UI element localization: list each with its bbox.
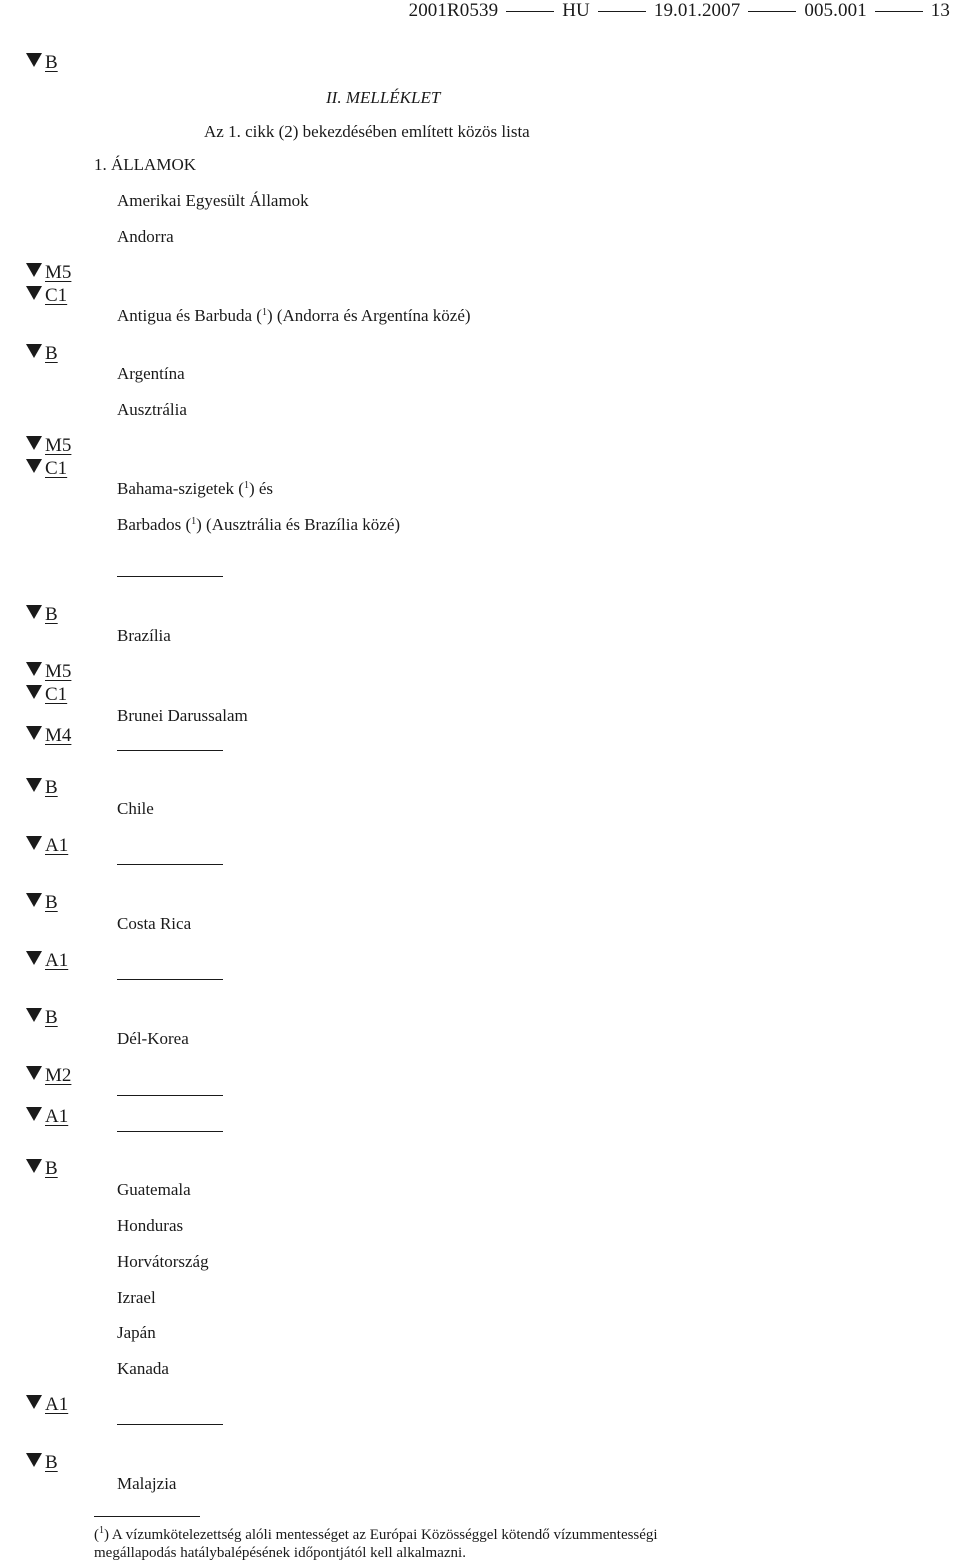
footnote-ref[interactable]: 1	[261, 307, 267, 318]
amendment-marker[interactable]: M5	[26, 262, 71, 284]
section-heading: 1. ÁLLAMOK	[94, 155, 196, 174]
triangle-down-icon	[26, 1395, 42, 1409]
triangle-down-icon	[26, 286, 42, 300]
page-header	[409, 0, 950, 22]
country-entry: Andorra	[117, 227, 174, 246]
triangle-down-icon	[26, 893, 42, 907]
triangle-down-icon	[26, 1159, 42, 1173]
triangle-down-icon	[26, 1453, 42, 1467]
header-dash	[748, 11, 796, 12]
amendment-marker[interactable]: M5	[26, 435, 71, 457]
amendment-marker[interactable]: M2	[26, 1065, 71, 1087]
amendment-marker[interactable]: C1	[26, 458, 67, 480]
country-entry: Antigua és Barbuda ($^1$) (Andorra és Argentína közé)	[117, 306, 471, 325]
amendment-marker[interactable]: A1	[26, 1394, 68, 1416]
amendment-marker[interactable]: A1	[26, 1106, 68, 1128]
country-entry: Barbados ($^1$) (Ausztrália és Brazília közé)	[117, 515, 401, 534]
amendment-marker[interactable]: C1	[26, 285, 67, 307]
header-dash	[875, 11, 923, 12]
country-entry: Ausztrália	[117, 400, 187, 419]
triangle-down-icon	[26, 685, 42, 699]
amendment-marker[interactable]: B	[26, 343, 58, 365]
amendment-marker[interactable]: B	[26, 1007, 58, 1029]
country-entry: Malajzia	[117, 1474, 177, 1493]
amendment-marker[interactable]: B	[26, 1158, 58, 1180]
amendment-marker[interactable]: M5	[26, 661, 71, 683]
deletion-rule	[117, 750, 223, 751]
deletion-rule	[117, 864, 223, 865]
annex-subtitle: Az 1. cikk (2) bekezdésében említett közös lista	[204, 122, 530, 141]
triangle-down-icon	[26, 344, 42, 358]
country-entry: Brazília	[117, 626, 171, 645]
footnote-ref[interactable]: 1	[191, 516, 197, 527]
deletion-rule	[117, 1131, 223, 1132]
footnote: ($^1$) A vízumkötelezettség alóli mentességet az Európai Közösséggel kötendő vízummentességi megállapodás hatálybalépésének időpontjától kell alkalmazni.	[94, 1525, 658, 1561]
triangle-down-icon	[26, 605, 42, 619]
country-entry: Amerikai Egyesült Államok	[117, 191, 309, 210]
triangle-down-icon	[26, 662, 42, 676]
country-entry: Guatemala	[117, 1180, 191, 1199]
amendment-marker[interactable]: B	[26, 52, 58, 74]
triangle-down-icon	[26, 951, 42, 965]
amendment-marker[interactable]: M4	[26, 725, 71, 747]
header-dash	[506, 11, 554, 12]
doc-date: 19.01.2007	[653, 0, 741, 21]
deletion-rule	[117, 979, 223, 980]
footnote-ref[interactable]: 1	[243, 480, 249, 491]
amendment-marker[interactable]: B	[26, 777, 58, 799]
country-entry: Bahama-szigetek ($^1$) és	[117, 479, 274, 498]
annex-title: II. MELLÉKLET	[326, 88, 441, 107]
amendment-marker[interactable]: B	[26, 892, 58, 914]
deletion-rule	[117, 1095, 223, 1096]
triangle-down-icon	[26, 1066, 42, 1080]
country-entry: Argentína	[117, 364, 185, 383]
country-entry: Japán	[117, 1323, 156, 1342]
header-dash	[598, 11, 646, 12]
country-entry: Honduras	[117, 1216, 184, 1235]
amendment-marker[interactable]: B	[26, 604, 58, 626]
amendment-marker[interactable]: B	[26, 1452, 58, 1474]
country-entry: Kanada	[117, 1359, 169, 1378]
amendment-marker[interactable]: C1	[26, 684, 67, 706]
footnote-number: 1	[99, 1525, 104, 1536]
country-entry: Brunei Darussalam	[117, 706, 248, 725]
country-entry: Dél-Korea	[117, 1029, 189, 1048]
amendment-marker[interactable]: A1	[26, 835, 68, 857]
doc-lang: HU	[562, 0, 590, 21]
country-entry: Horvátország	[117, 1252, 209, 1271]
triangle-down-icon	[26, 836, 42, 850]
triangle-down-icon	[26, 53, 42, 67]
country-entry: Chile	[117, 799, 154, 818]
doc-id: 2001R0539	[408, 0, 499, 21]
deletion-rule	[117, 576, 223, 577]
triangle-down-icon	[26, 263, 42, 277]
triangle-down-icon	[26, 726, 42, 740]
deletion-rule	[117, 1424, 223, 1425]
footnote-text: A vízumkötelezettség alóli mentességet az Európai Közösséggel kötendő vízummentességi megállapodás hatálybalépésének időpontjától kell alkalmazni.	[94, 1527, 658, 1561]
triangle-down-icon	[26, 1008, 42, 1022]
triangle-down-icon	[26, 1107, 42, 1121]
doc-version: 005.001	[804, 0, 867, 21]
page-number: 13	[930, 0, 950, 21]
footnote-rule	[94, 1516, 200, 1517]
amendment-marker[interactable]: A1	[26, 950, 68, 972]
triangle-down-icon	[26, 436, 42, 450]
triangle-down-icon	[26, 459, 42, 473]
country-entry: Costa Rica	[117, 914, 192, 933]
country-entry: Izrael	[117, 1288, 156, 1307]
triangle-down-icon	[26, 778, 42, 792]
